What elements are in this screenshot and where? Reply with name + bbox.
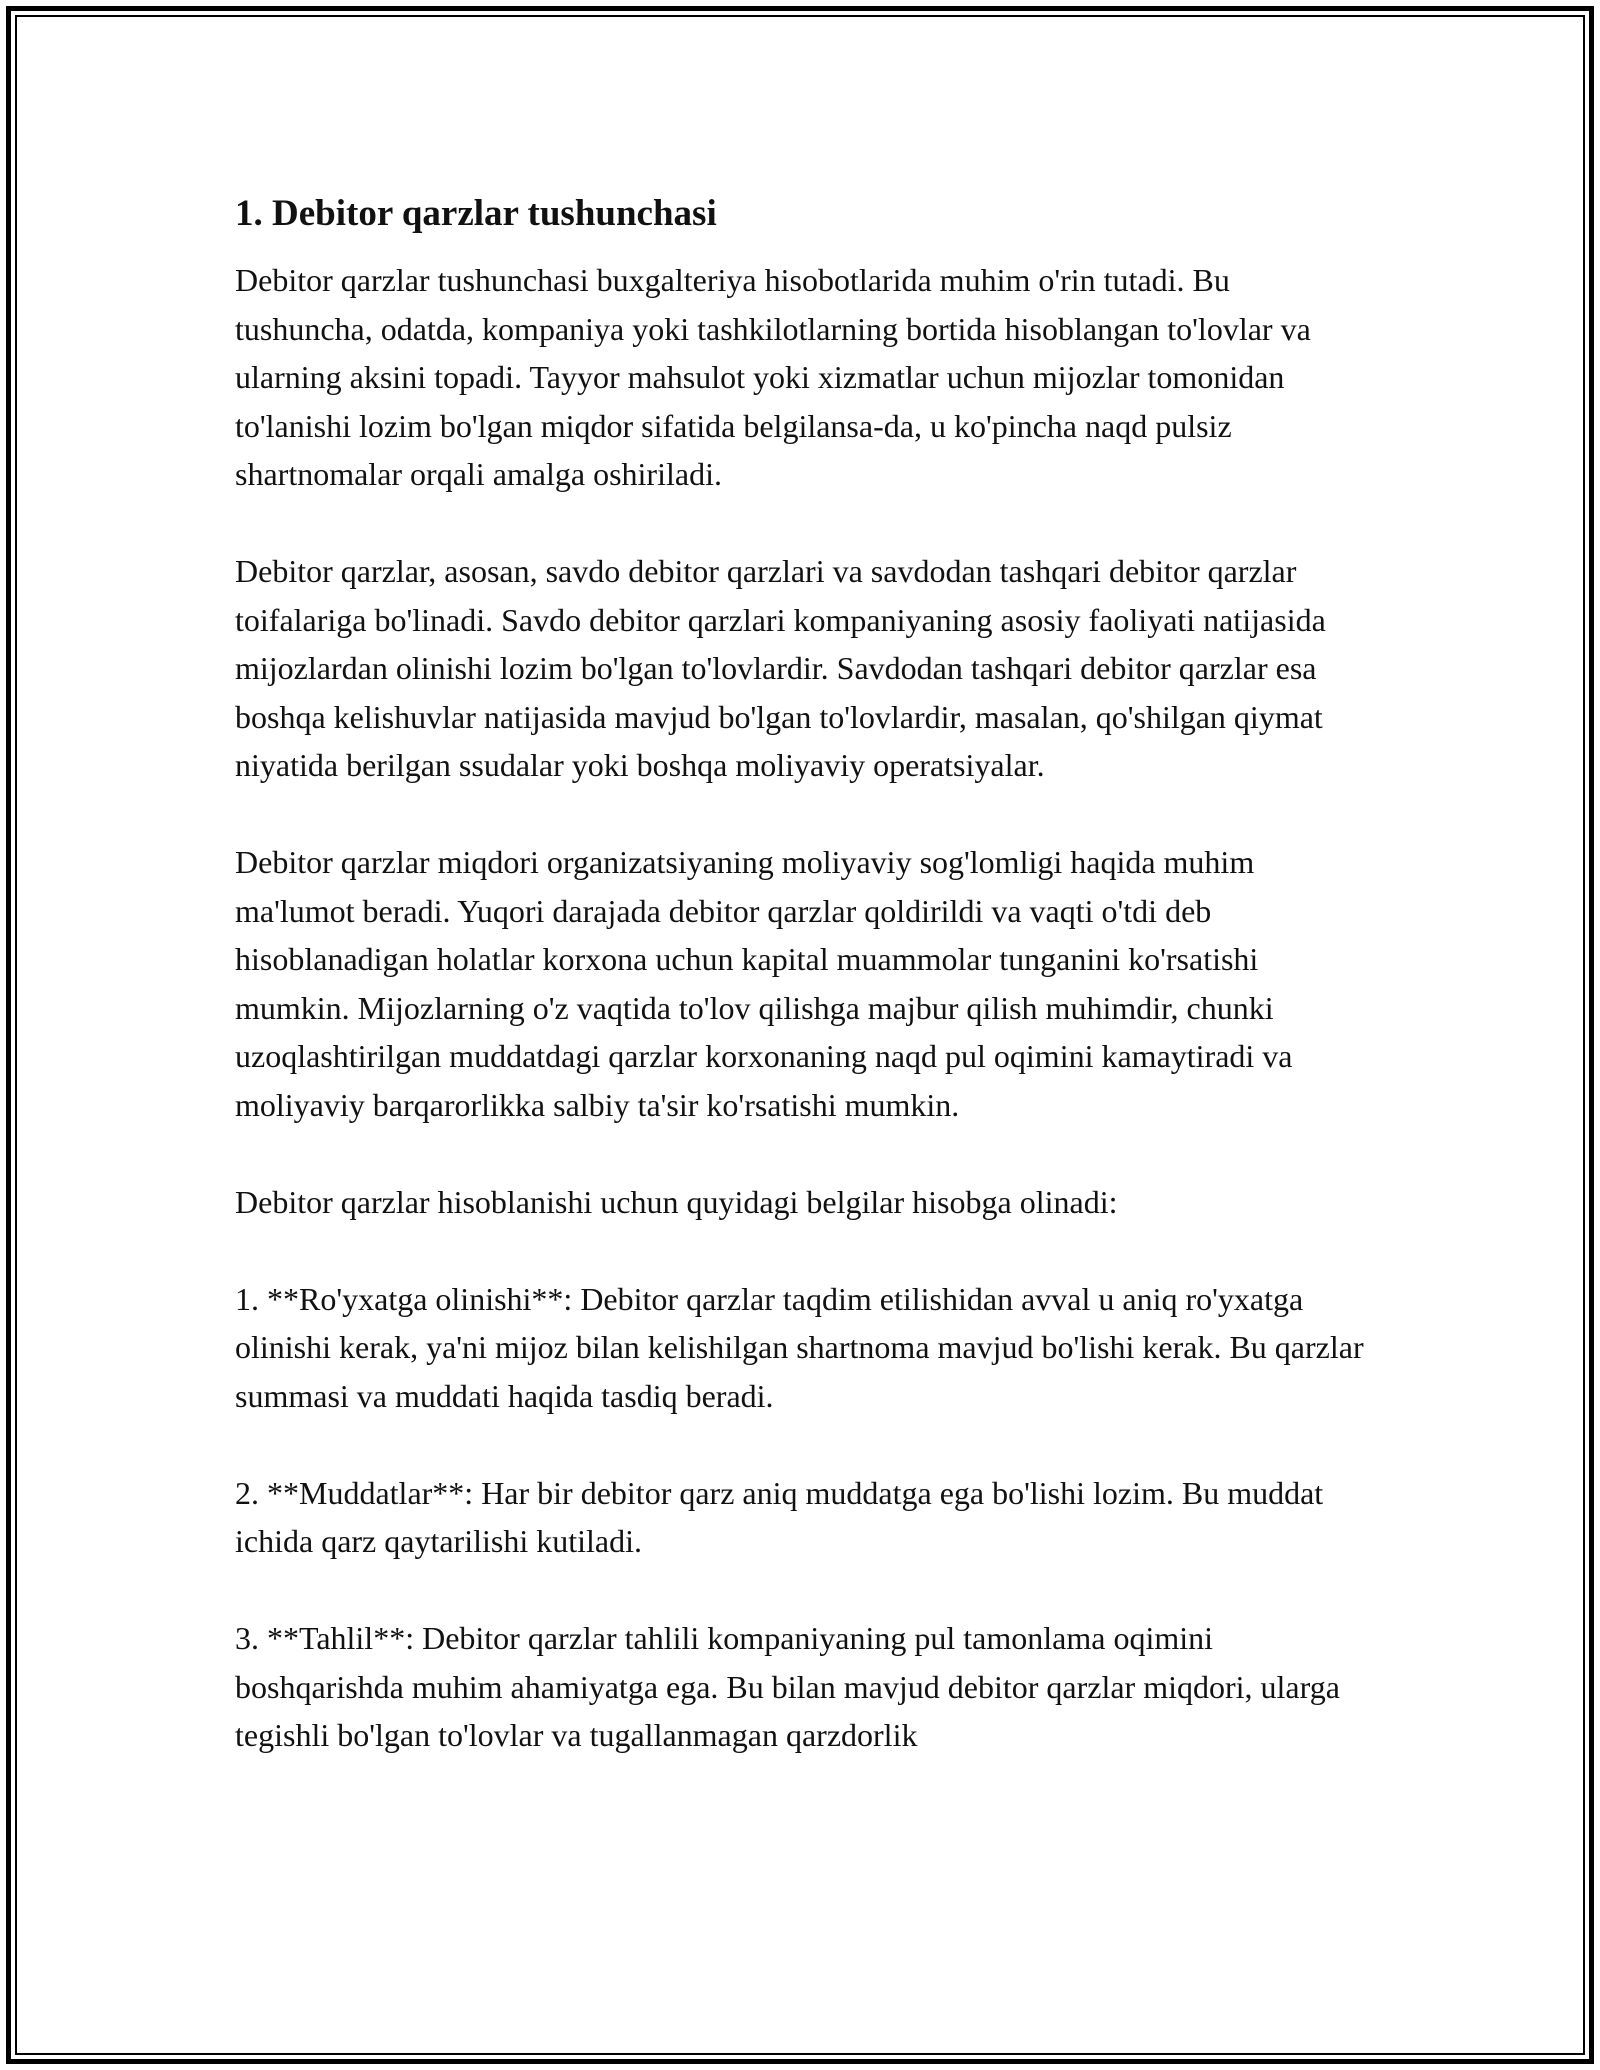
document-body	[235, 188, 1365, 1808]
section-title: 1. Debitor qarzlar tushunchasi	[235, 193, 717, 234]
paragraph-criteria-intro: Debitor qarzlar hisoblanishi uchun quyidagi belgilar hisobga olinadi:	[235, 1183, 1118, 1220]
paragraph-categories: Debitor qarzlar, asosan, savdo debitor qarzlari va savdodan tashqari debitor qarzlar toifalariga bo'linadi. Savdo debitor qarzlari kompaniyaning asosiy faoliyati natijasida mijozlardan olinishi lozim bo'lgan to'lovlardir. Savdodan tashqari debitor qarzlar esa boshqa kelishuvlar natijasida mavjud bo'lgan to'lovlardir, masalan, qo'shilgan qiymat niyatida berilgan ssudalar yoki boshqa moliyaviy operatsiyalar.	[235, 553, 1326, 783]
list-item-terms: 2. **Muddatlar**: Har bir debitor qarz aniq muddatga ega bo'lishi lozim. Bu muddat ichida qarz qaytarilishi kutiladi.	[235, 1474, 1324, 1559]
paragraph-definition: Debitor qarzlar tushunchasi buxgalteriya hisobotlarida muhim o'rin tutadi. Bu tushuncha, odatda, kompaniya yoki tashkilotlarning bortida hisoblangan to'lovlar va ularning aksini topadi. Tayyor mahsulot yoki xizmatlar uchun mijozlar tomonidan to'lanishi lozim bo'lgan miqdor sifatida belgilansa-da, u ko'pincha naqd pulsiz shartnomalar orqali amalga oshiriladi.	[235, 262, 1311, 492]
list-item-analysis: 3. **Tahlil**: Debitor qarzlar tahlili kompaniyaning pul tamonlama oqimini boshqarishda muhim ahamiyatga ega. Bu bilan mavjud debitor qarzlar miqdori, ularga tegishli bo'lgan to'lovlar va tugallanmagan qarzdorlik	[235, 1620, 1340, 1753]
list-item-registration: 1. **Ro'yxatga olinishi**: Debitor qarzlar taqdim etilishidan avval u aniq ro'yxatga olinishi kerak, ya'ni mijoz bilan kelishilgan shartnoma mavjud bo'lishi kerak. Bu qarzlar summasi va muddati haqida tasdiq beradi.	[235, 1280, 1364, 1414]
paragraph-financial-health: Debitor qarzlar miqdori organizatsiyaning moliyaviy sog'lomligi haqida muhim ma'lumot beradi. Yuqori darajada debitor qarzlar qoldirildi va vaqti o'tdi deb hisoblanadigan holatlar korxona uchun kapital muammolar tunganini ko'rsatishi mumkin. Mijozlarning o'z vaqtida to'lov qilishga majbur qilish muhimdir, chunki uzoqlashtirilgan muddatdagi qarzlar korxonaning naqd pul oqimini kamaytiradi va moliyaviy barqarorlikka salbiy ta'sir ko'rsatishi mumkin.	[235, 844, 1293, 1123]
